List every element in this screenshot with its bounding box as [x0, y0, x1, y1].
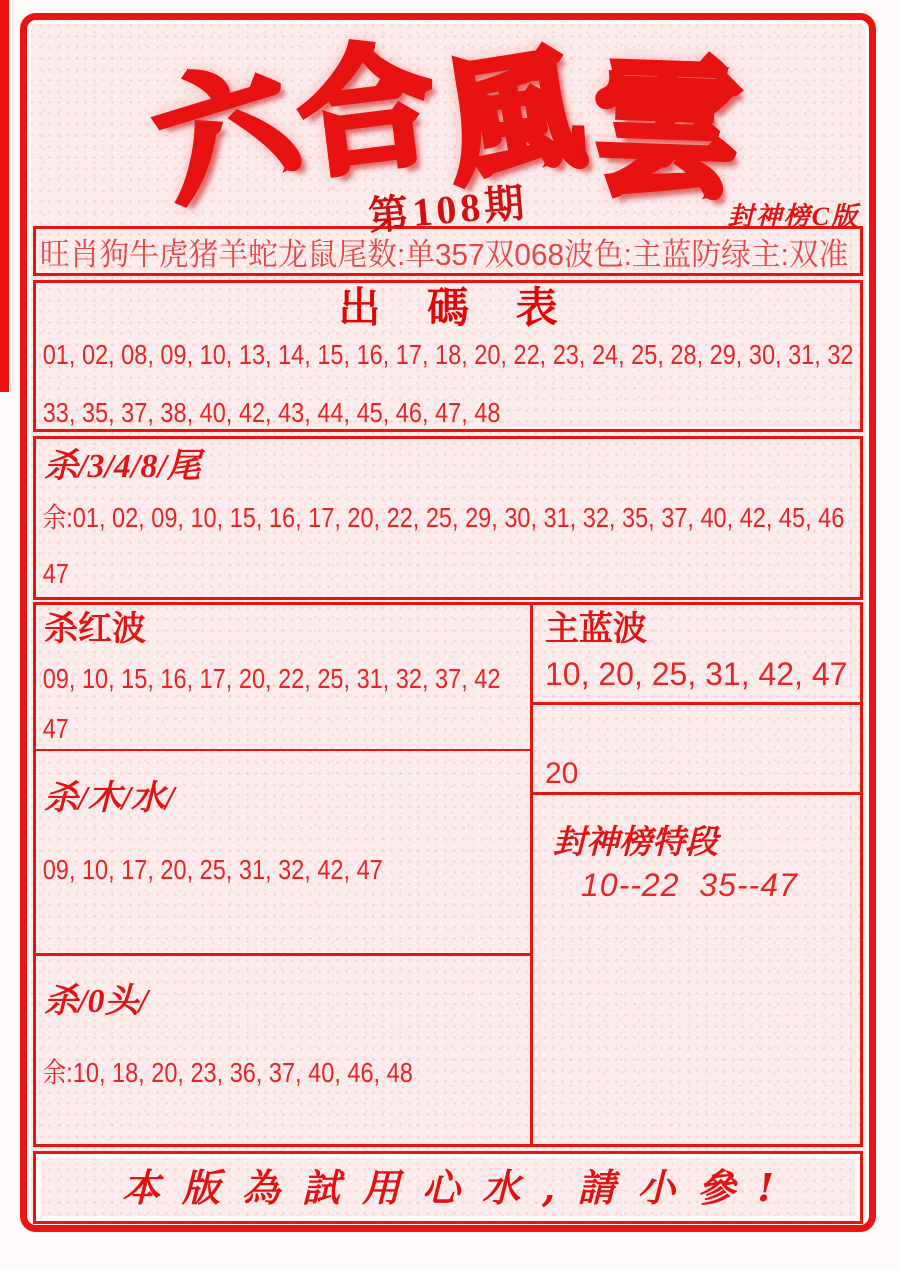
code-table-numbers-line1: 01, 02, 08, 09, 10, 13, 14, 15, 16, 17, 18, 20, 22, 23, 24, 25, 28, 29, 30, 31, 32 [42, 339, 854, 371]
kill-348-tail-numbers-line2: 47 [42, 558, 69, 590]
kill-0-head-numbers [36, 1057, 451, 1089]
section-kill-red-wave [36, 605, 530, 751]
remainder-numbers: 10, 18, 20, 23, 36, 37, 40, 46, 48 [72, 1057, 413, 1089]
main-blue-wave-numbers: 10, 20, 25, 31, 42, 47 [545, 656, 848, 693]
kill-0-head-title: 杀/0头/ [44, 983, 148, 1020]
code-table-numbers-line2: 33, 35, 37, 38, 40, 42, 43, 44, 45, 46, 47, 48 [42, 397, 501, 429]
section-special-segment [533, 795, 860, 904]
special-segment-title: 封神榜特段 [553, 825, 718, 861]
remainder-prefix: 余: [42, 1057, 73, 1089]
kill-348-tail-numbers-line1 [36, 502, 845, 534]
kill-red-wave-numbers-line2: 47 [42, 713, 69, 745]
title-char-3: 風 [434, 29, 592, 205]
kill-red-wave-title: 杀红波 [44, 611, 146, 648]
footer-banner [33, 1151, 863, 1224]
kill-red-wave-numbers-line1: 09, 10, 15, 16, 17, 20, 22, 25, 31, 32, 37, 42 [42, 663, 501, 695]
main-blue-wave-title: 主蓝波 [545, 611, 647, 648]
section-kill-348-tail [33, 436, 863, 600]
issue-number: 第108期 [366, 180, 530, 239]
section-kill-wood-water [36, 751, 530, 956]
blue-extra-value: 20 [545, 757, 579, 790]
left-column [36, 605, 533, 1144]
kill-wood-water-numbers: 09, 10, 17, 20, 25, 31, 32, 42, 47 [42, 854, 383, 886]
remainder-numbers: 01, 02, 09, 10, 15, 16, 17, 20, 22, 25, 29, 30, 31, 32, 35, 37, 40, 42, 45, 46 [72, 502, 845, 534]
kill-348-tail-title: 杀/3/4/8/尾 [44, 448, 201, 485]
edition-label: 封神榜C版 [727, 202, 859, 231]
remainder-prefix: 余: [42, 502, 73, 534]
code-table-title: 出 碼 表 [338, 283, 574, 332]
title-char-4: 雲 [589, 41, 744, 219]
footer-text: 本版為試用心水,請小參! [122, 1164, 796, 1210]
title-char-2: 合 [290, 25, 443, 197]
right-column [533, 605, 860, 1144]
scan-edge-mark [0, 0, 9, 392]
title-char-1: 六 [138, 38, 313, 227]
two-column-grid [33, 602, 863, 1147]
zodiac-banner [33, 226, 863, 276]
section-code-table [33, 280, 863, 432]
section-main-blue-wave [533, 605, 860, 705]
section-kill-0-head [36, 956, 530, 1089]
special-segment-range: 10--22 35--47 [581, 866, 798, 903]
main-frame [20, 13, 876, 1232]
header [33, 20, 863, 239]
blue-extra-cell [533, 705, 860, 795]
kill-wood-water-title: 杀/木/水/ [44, 780, 175, 817]
zodiac-banner-text: 旺肖狗牛虎猪羊蛇龙鼠尾数:单357双068波色:主蓝防绿主:双准 [39, 236, 849, 272]
